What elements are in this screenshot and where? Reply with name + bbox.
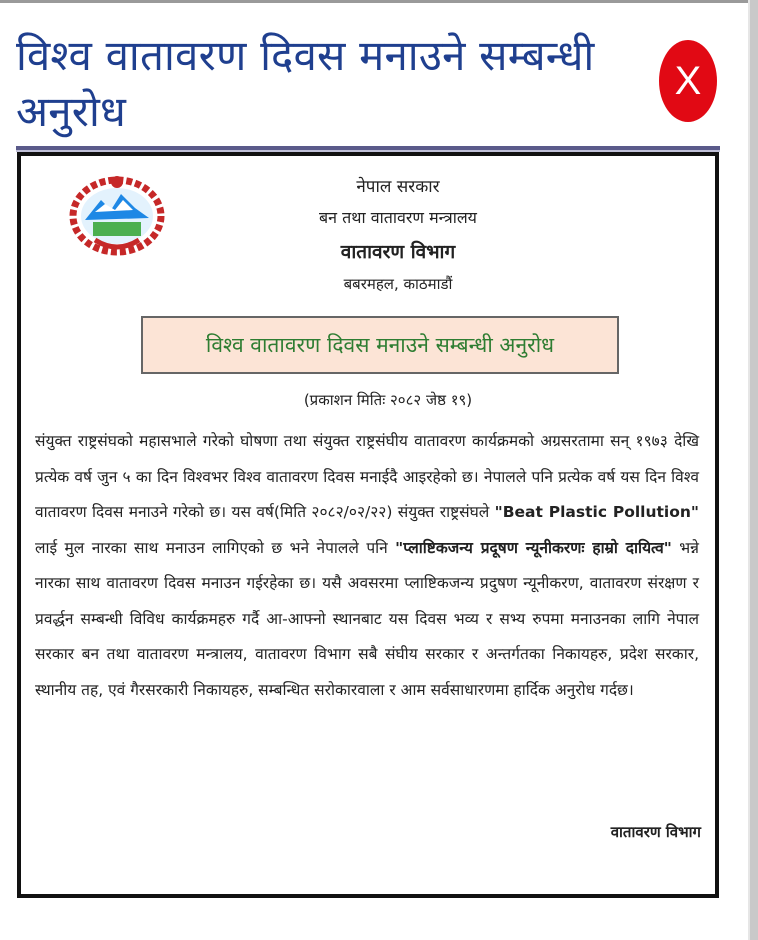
scrollbar-track[interactable] — [750, 0, 758, 940]
office-address: बबरमहल, काठमाडौं — [343, 275, 453, 293]
subject-box — [141, 316, 619, 374]
notice-body — [35, 424, 699, 708]
slogan-nepali: "प्लाष्टिकजन्य प्रदूषण न्यूनीकरणः हाम्रो दायित्व" — [395, 538, 672, 557]
body-text-part2: लाई मुल नारका साथ मनाउन लागिएको छ भने नेपालले पनि — [35, 538, 396, 557]
government-name: नेपाल सरकार — [356, 177, 440, 197]
department-name: वातावरण विभाग — [340, 241, 456, 263]
publication-date: (प्रकाशन मितिः २०८२ जेष्ठ १९) — [303, 391, 473, 409]
notice-document — [17, 152, 719, 898]
modal-title: विश्व वातावरण दिवस मनाउने सम्बन्धी अनुरोध — [16, 31, 595, 136]
close-icon[interactable]: X — [674, 59, 702, 103]
subject-text: विश्व वातावरण दिवस मनाउने सम्बन्धी अनुरोध — [205, 333, 555, 357]
close-button[interactable] — [659, 40, 717, 122]
ministry-name: बन तथा वातावरण मन्त्रालय — [319, 208, 477, 227]
top-edge — [0, 0, 758, 3]
body-text-part1: संयुक्त राष्ट्रसंघको महासभाले गरेको घोषणा तथा संयुक्त राष्ट्रसंघीय वातावरण कार्यक्रमको अग्रसरतामा सन् १९७३ देखि प्रत्येक वर्ष जुन ५ का दिन विश्वभर विश्व वातावरण दिवस मनाईदै आइरहेको छ। नेपालले पनि प्रत्येक वर्ष यस दिन विश्व वातावरण दिवस मनाउने गरेको छ। यस वर्ष(मिति २०८२/०२/२२) संयुक्त राष्ट्रसंघले — [35, 432, 699, 521]
slogan-english: "Beat Plastic Pollution" — [494, 503, 700, 521]
signature: वातावरण विभाग — [610, 823, 701, 841]
body-text-part3: भन्ने नारका साथ वातावरण दिवस मनाउन गईरहेका छ। यसै अवसरमा प्लाष्टिकजन्य प्रदुषण न्यूनीकरण, वातावरण संरक्षण र प्रवर्द्धन सम्बन्धी विविध कार्यक्रमहरु गर्दै आ-आफ्नो स्थानबाट यस दिवस भव्य र सभ्य रुपमा मनाउनका लागि नेपाल सरकार बन तथा वातावरण मन्त्रालय, वातावरण विभाग सबै संघीय सरकार र अन्तर्गतका निकायहरु, प्रदेश सरकार, स्थानीय तह, एवं गैरसरकारी निकायहरु, सम्बन्धित सरोकारवाला र आम सर्वसाधारणमा हार्दिक अनुरोध गर्दछ। — [35, 538, 699, 699]
